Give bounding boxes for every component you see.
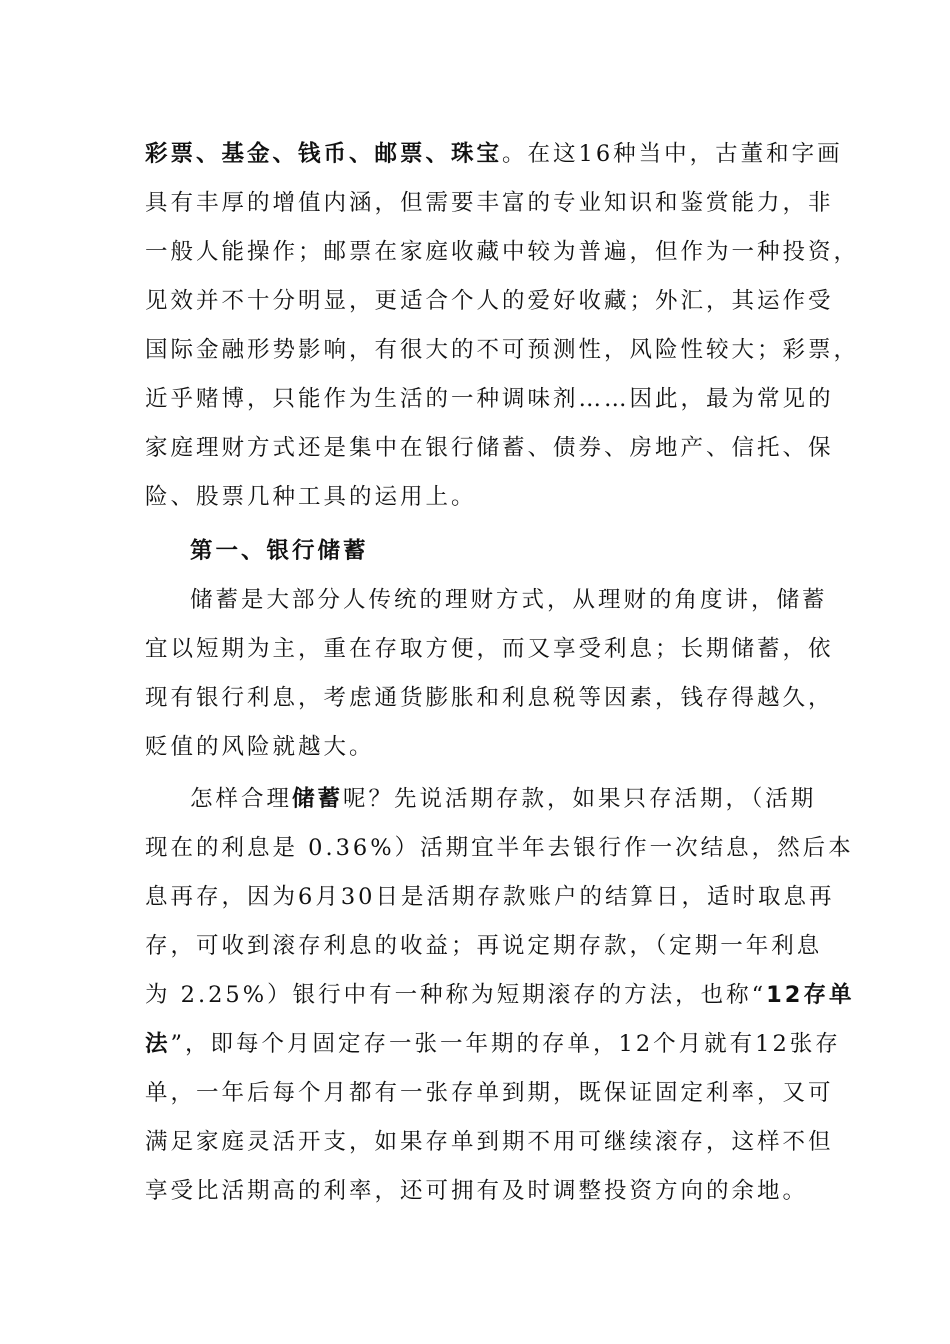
paragraph-3-line-7: 单，一年后每个月都有一张存单到期，既保证固定利率，又可 [145,1080,834,1106]
paragraph-1-line-2: 具有丰厚的增值内涵，但需要丰富的专业知识和鉴赏能力，非 [145,190,834,216]
paragraph-3-line-2: 现在的利息是 0.36%）活期宜半年去银行作一次结息，然后本 [145,835,854,861]
paragraph-1-line-7: 家庭理财方式还是集中在银行储蓄、债券、房地产、信托、保 [145,435,834,461]
paragraph-2-line-4: 贬值的风险就越大。 [145,734,375,760]
paragraph-2-line-1: 储蓄是大部分人传统的理财方式，从理财的角度讲，储蓄 [190,587,828,613]
text-run: 为 2.25%）银行中有一种称为短期滚存的方法，也称“ [145,982,767,1008]
text-run: 呢？先说活期存款，如果只存活期，（活期 [343,786,817,812]
paragraph-3-line-4: 存，可收到滚存利息的收益；再说定期存款，（定期一年利息 [145,933,823,959]
section-heading: 第一、银行储蓄 [190,538,369,564]
paragraph-1-line-6: 近乎赌博，只能作为生活的一种调味剂……因此，最为常见的 [145,386,834,412]
paragraph-1-line-5: 国际金融形势影响，有很大的不可预测性，风险性较大；彩票， [145,337,860,363]
paragraph-3-line-9: 享受比活期高的利率，还可拥有及时调整投资方向的余地。 [145,1178,809,1204]
paragraph-3-line-1 [190,782,816,816]
paragraph-2-line-3: 现有银行利息，考虑通货膨胀和利息税等因素，钱存得越久， [145,685,834,711]
paragraph-3-line-8: 满足家庭灵活开支，如果存单到期不用可继续滚存，这样不但 [145,1129,834,1155]
bold-keyword: 12存单 [766,982,855,1008]
bold-collectibles-list: 彩票、基金、钱币、邮票、珠宝 [145,141,503,167]
paragraph-1-line-8: 险、股票几种工具的运用上。 [145,484,477,510]
paragraph-2-line-2: 宜以短期为主，重在存取方便，而又享受利息；长期储蓄，依 [145,636,834,662]
paragraph-1-line-1 [145,137,843,171]
paragraph-1-line-3: 一般人能操作；邮票在家庭收藏中较为普遍，但作为一种投资， [145,239,860,265]
text-run: 。在这16种当中，古董和字画 [502,141,843,167]
bold-keyword: 法 [145,1031,171,1057]
bold-keyword: 储蓄 [292,786,344,812]
text-run: ”，即每个月固定存一张一年期的存单，12个月就有12张存 [170,1031,841,1057]
paragraph-3-line-6 [145,1027,841,1061]
paragraph-1-line-4: 见效并不十分明显，更适合个人的爱好收藏；外汇，其运作受 [145,288,834,314]
paragraph-3-line-3: 息再存，因为6月30日是活期存款账户的结算日，适时取息再 [145,884,835,910]
text-run: 怎样合理 [190,786,293,812]
paragraph-3-line-5 [145,978,854,1012]
